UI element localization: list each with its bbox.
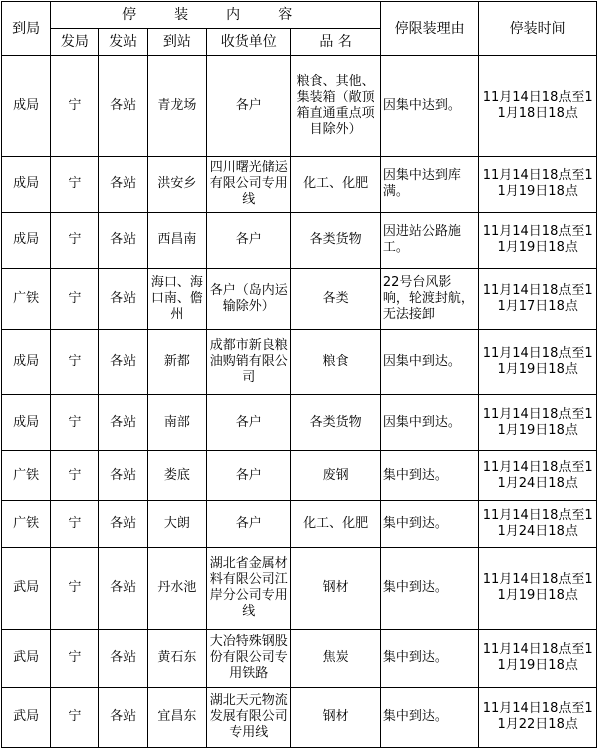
table-row — [2, 268, 597, 329]
header-time: 停装时间 — [479, 2, 597, 56]
cell-goods: 化工、化肥 — [291, 501, 380, 548]
cell-consignee: 成都市新良粮油购销有限公司 — [207, 329, 291, 394]
cell-dao-zhan: 西昌南 — [147, 212, 206, 268]
cell-time: 11月14日18点至11月17日18点 — [479, 268, 597, 329]
cell-fa-zhan: 各站 — [99, 451, 147, 501]
cell-time: 11月14日18点至11月19日18点 — [479, 548, 597, 629]
cell-goods: 钢材 — [291, 687, 380, 747]
cell-consignee: 大冶特殊钢股份有限公司专用铁路 — [207, 629, 291, 687]
cell-fa-ju: 宁 — [51, 395, 99, 451]
header-fa-ju: 发局 — [51, 29, 99, 56]
cell-dao-zhan: 黄石东 — [147, 629, 206, 687]
cell-goods: 各类 — [291, 268, 380, 329]
cell-goods: 化工、化肥 — [291, 157, 380, 212]
cell-dao-ju: 成局 — [2, 212, 51, 268]
cell-reason: 集中到达。 — [380, 629, 478, 687]
cell-fa-zhan: 各站 — [99, 212, 147, 268]
cell-fa-zhan: 各站 — [99, 56, 147, 157]
cell-dao-ju: 成局 — [2, 56, 51, 157]
cell-time: 11月14日18点至11月19日18点 — [479, 395, 597, 451]
cell-time: 11月14日18点至11月22日18点 — [479, 687, 597, 747]
cell-fa-ju: 宁 — [51, 548, 99, 629]
cell-reason: 因集中达到。 — [380, 56, 478, 157]
header-content-group: 停 装 内 容 — [51, 2, 381, 29]
header-goods: 品 名 — [291, 29, 380, 56]
cell-fa-zhan: 各站 — [99, 157, 147, 212]
cell-fa-ju: 宁 — [51, 629, 99, 687]
cell-time: 11月14日18点至11月19日18点 — [479, 212, 597, 268]
cell-goods: 粮食、其他、集装箱（敞顶箱直通重点项目除外） — [291, 56, 380, 157]
table-row — [2, 212, 597, 268]
header-consignee: 收货单位 — [207, 29, 291, 56]
cell-fa-zhan: 各站 — [99, 629, 147, 687]
cell-time: 11月14日18点至11月19日18点 — [479, 329, 597, 394]
cell-dao-zhan: 大朗 — [147, 501, 206, 548]
cell-reason: 22号台风影响，轮渡封航，无法接卸 — [380, 268, 478, 329]
header-fa-zhan: 发站 — [99, 29, 147, 56]
table-row — [2, 329, 597, 394]
cell-consignee: 湖北天元物流发展有限公司专用线 — [207, 687, 291, 747]
cell-goods: 粮食 — [291, 329, 380, 394]
cell-time: 11月14日18点至11月19日18点 — [479, 629, 597, 687]
cell-dao-zhan: 丹水池 — [147, 548, 206, 629]
cell-dao-zhan: 宜昌东 — [147, 687, 206, 747]
table-row — [2, 451, 597, 501]
cell-fa-ju: 宁 — [51, 451, 99, 501]
cell-reason: 因集中到达。 — [380, 329, 478, 394]
cell-goods: 各类货物 — [291, 212, 380, 268]
cell-time: 11月14日18点至11月19日18点 — [479, 157, 597, 212]
cell-reason: 集中到达。 — [380, 548, 478, 629]
cell-dao-zhan: 青龙场 — [147, 56, 206, 157]
cell-consignee: 各户 — [207, 501, 291, 548]
table-row — [2, 629, 597, 687]
cell-fa-zhan: 各站 — [99, 395, 147, 451]
cell-dao-zhan: 南部 — [147, 395, 206, 451]
table-row — [2, 687, 597, 747]
cell-fa-ju: 宁 — [51, 268, 99, 329]
cell-fa-ju: 宁 — [51, 157, 99, 212]
header-dao-zhan: 到站 — [147, 29, 206, 56]
cell-fa-ju: 宁 — [51, 56, 99, 157]
cell-dao-ju: 成局 — [2, 157, 51, 212]
cell-dao-ju: 成局 — [2, 329, 51, 394]
table-row — [2, 157, 597, 212]
cell-fa-zhan: 各站 — [99, 687, 147, 747]
cell-dao-zhan: 新都 — [147, 329, 206, 394]
cell-dao-ju: 武局 — [2, 687, 51, 747]
cell-dao-ju: 广铁 — [2, 501, 51, 548]
cell-fa-zhan: 各站 — [99, 501, 147, 548]
cell-dao-ju: 武局 — [2, 629, 51, 687]
cell-dao-ju: 广铁 — [2, 268, 51, 329]
cell-time: 11月14日18点至11月24日18点 — [479, 501, 597, 548]
cell-dao-ju: 广铁 — [2, 451, 51, 501]
cell-consignee: 湖北省金属材料有限公司江岸分公司专用线 — [207, 548, 291, 629]
cell-fa-ju: 宁 — [51, 687, 99, 747]
cell-consignee: 各户（岛内运输除外） — [207, 268, 291, 329]
cell-reason: 集中到达。 — [380, 451, 478, 501]
cell-fa-ju: 宁 — [51, 212, 99, 268]
header-row-1 — [2, 2, 597, 29]
cell-dao-zhan: 娄底 — [147, 451, 206, 501]
cell-time: 11月14日18点至11月18日18点 — [479, 56, 597, 157]
cell-consignee: 各户 — [207, 395, 291, 451]
cell-fa-zhan: 各站 — [99, 548, 147, 629]
cell-goods: 废钢 — [291, 451, 380, 501]
cell-goods: 焦炭 — [291, 629, 380, 687]
cell-consignee: 四川曙光储运有限公司专用线 — [207, 157, 291, 212]
cell-goods: 各类货物 — [291, 395, 380, 451]
cell-time: 11月14日18点至11月24日18点 — [479, 451, 597, 501]
cell-reason: 因集中到达。 — [380, 395, 478, 451]
cell-reason: 因集中达到库满。 — [380, 157, 478, 212]
table-row — [2, 548, 597, 629]
cell-dao-zhan: 洪安乡 — [147, 157, 206, 212]
cell-consignee: 各户 — [207, 212, 291, 268]
header-reason: 停限装理由 — [380, 2, 478, 56]
header-dao-ju: 到局 — [2, 2, 51, 56]
cell-reason: 集中到达。 — [380, 687, 478, 747]
cell-dao-zhan: 海口、海口南、儋州 — [147, 268, 206, 329]
suspension-table — [1, 1, 597, 748]
cell-consignee: 各户 — [207, 451, 291, 501]
table-row — [2, 395, 597, 451]
table-row — [2, 501, 597, 548]
cell-reason: 因进站公路施工。 — [380, 212, 478, 268]
cell-dao-ju: 成局 — [2, 395, 51, 451]
cell-reason: 集中到达。 — [380, 501, 478, 548]
cell-fa-ju: 宁 — [51, 501, 99, 548]
cell-fa-ju: 宁 — [51, 329, 99, 394]
cell-goods: 钢材 — [291, 548, 380, 629]
cell-fa-zhan: 各站 — [99, 268, 147, 329]
cell-fa-zhan: 各站 — [99, 329, 147, 394]
cell-consignee: 各户 — [207, 56, 291, 157]
cell-dao-ju: 武局 — [2, 548, 51, 629]
table-row — [2, 56, 597, 157]
